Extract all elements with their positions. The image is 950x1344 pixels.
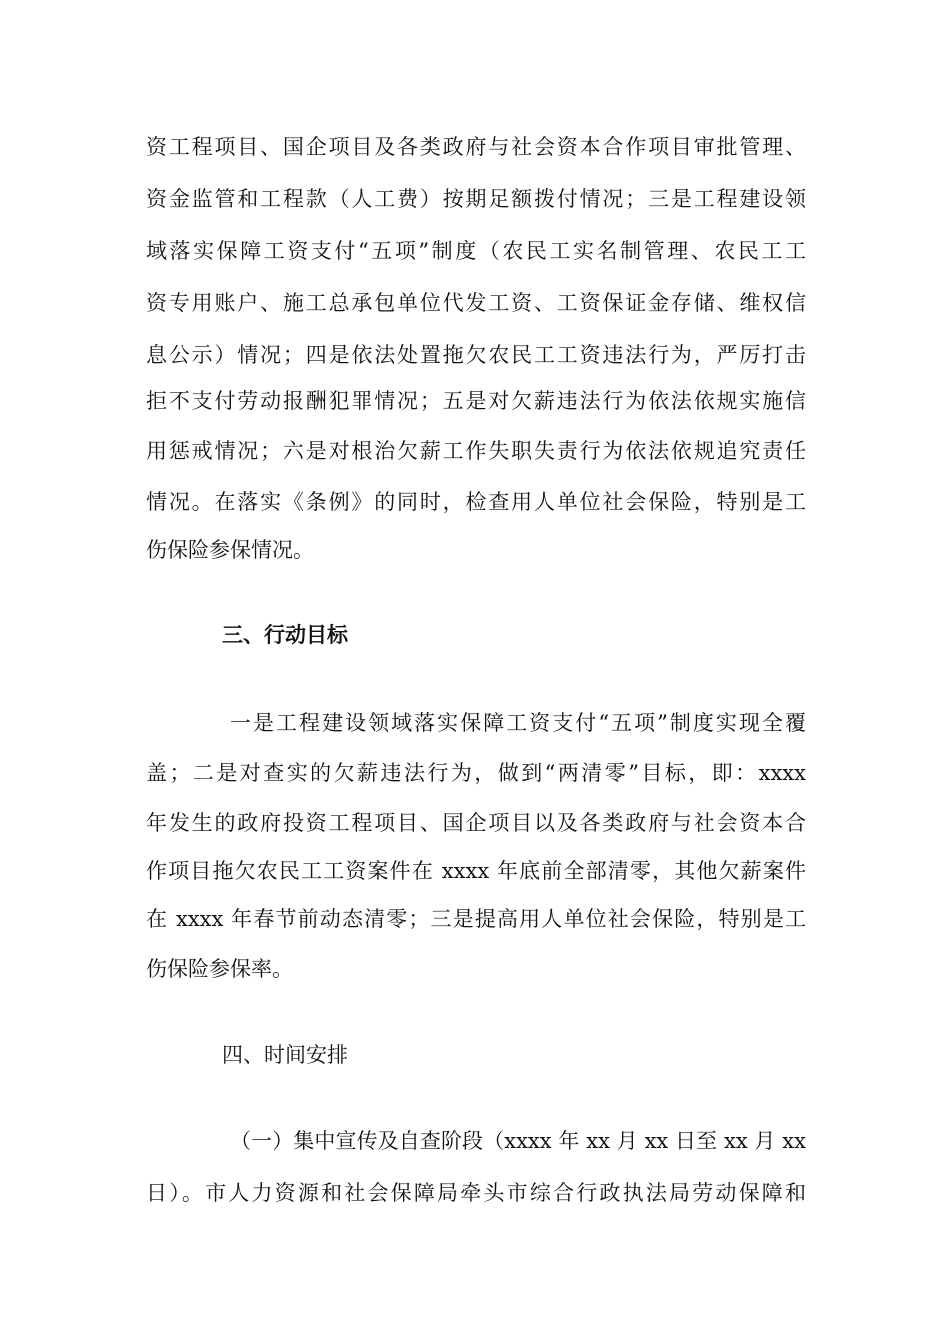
paragraph-line: 年发生的政府投资工程项目、国企项目以及各类政府与社会资本合	[146, 811, 806, 835]
paragraph-line: 资金监管和工程款（人工费）按期足额拨付情况；三是工程建设领	[146, 187, 806, 211]
paragraph-line: 息公示）情况；四是依法处置拖欠农民工工资违法行为，严厉打击	[146, 343, 806, 367]
paragraph-line: 资工程项目、国企项目及各类政府与社会资本合作项目审批管理、	[146, 135, 806, 159]
paragraph-line: 盖；二是对查实的欠薪违法行为，做到“两清零”目标，即：xxxx	[146, 761, 806, 785]
paragraph-line: （一）集中宣传及自查阶段（xxxx 年 xx 月 xx 日至 xx 月 xx	[230, 1129, 806, 1153]
paragraph-line: 拒不支付劳动报酬犯罪情况；五是对欠薪违法行为依法依规实施信	[146, 389, 806, 413]
paragraph-line: 一是工程建设领域落实保障工资支付“五项”制度实现全覆	[230, 711, 806, 735]
paragraph-line: 情况。在落实《条例》的同时，检查用人单位社会保险，特别是工	[146, 490, 806, 514]
paragraph-line: 域落实保障工资支付“五项”制度（农民工实名制管理、农民工工	[146, 239, 806, 263]
paragraph-line: 伤保险参保率。	[146, 957, 293, 981]
paragraph-line: 伤保险参保情况。	[146, 538, 314, 562]
paragraph-line: 用惩戒情况；六是对根治欠薪工作失职失责行为依法依规追究责任	[146, 439, 806, 463]
paragraph-line: 作项目拖欠农民工工资案件在 xxxx 年底前全部清零，其他欠薪案件	[146, 859, 806, 883]
paragraph-line: 日）。市人力资源和社会保障局牵头市综合行政执法局劳动保障和	[146, 1181, 806, 1205]
section-heading: 四、时间安排	[222, 1043, 348, 1067]
paragraph-line: 在 xxxx 年春节前动态清零；三是提高用人单位社会保险，特别是工	[146, 907, 806, 931]
section-heading: 三、行动目标	[222, 622, 348, 647]
paragraph-line: 资专用账户、施工总承包单位代发工资、工资保证金存储、维权信	[146, 291, 806, 315]
